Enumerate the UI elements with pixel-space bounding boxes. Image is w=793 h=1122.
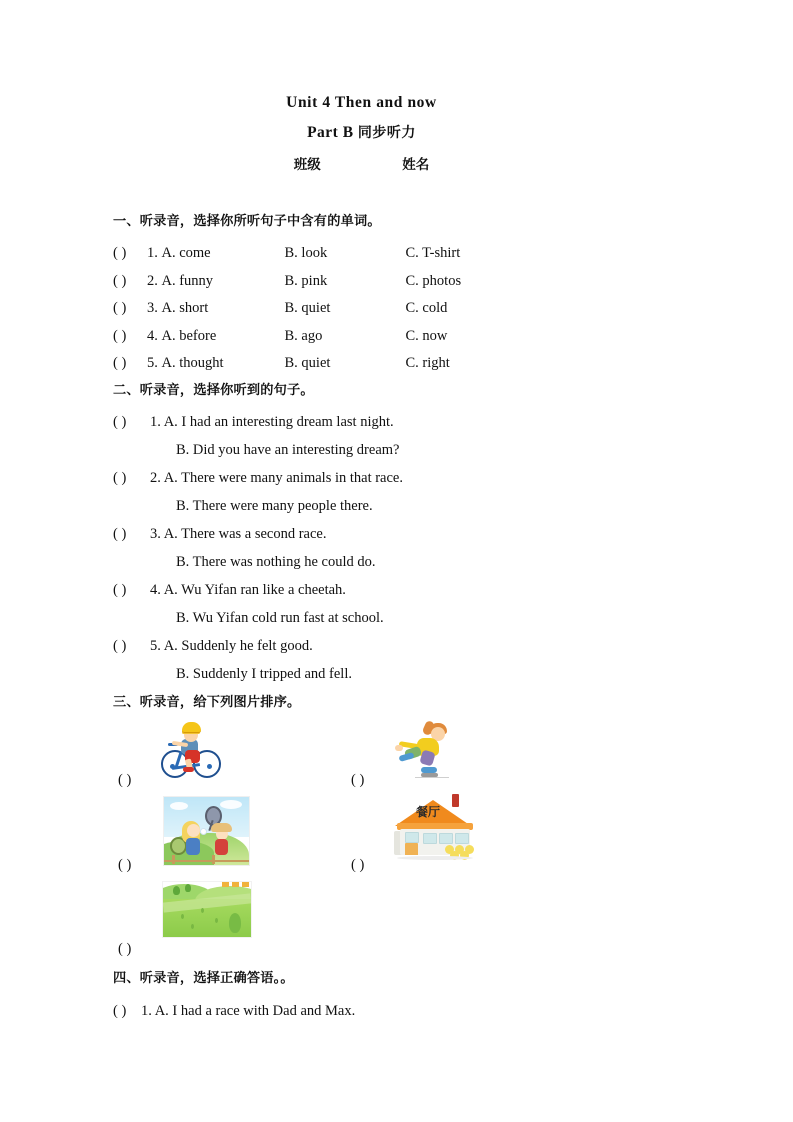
question-row [113,240,713,268]
bicycle-hub-right [207,764,212,769]
grass-tuft [201,908,204,913]
section-4 [113,970,713,1025]
skater-hand [395,745,403,751]
window-icon [455,833,469,844]
option-a[interactable]: A. come [161,245,211,261]
option-b-row [113,492,713,520]
bush-icon [229,913,241,933]
name-label: 姓名 [402,157,430,173]
tree-icon [185,884,191,892]
option-c[interactable]: C. right [405,355,450,371]
picture-answer-bracket[interactable]: ( ) [118,940,132,957]
answer-bracket[interactable]: ( ) [113,1002,127,1019]
page-subtitle-cn: 同步听力 [357,125,416,141]
section-3-heading: 三、听录音，给下列图片排序。 [113,694,301,710]
question-row [113,464,713,492]
picture-badminton [163,796,250,866]
roller-skate-back-icon [421,767,437,773]
picture-restaurant [389,790,481,862]
question-row [113,350,713,378]
page-title: Unit 4 Then and now [286,94,437,111]
building-shadow [397,856,473,860]
decoration-row [445,845,475,857]
option-a[interactable]: A. funny [161,272,214,289]
picture-answer-bracket[interactable]: ( ) [351,771,365,788]
question-row [113,323,713,351]
option-b[interactable]: B. pink [284,272,328,289]
question-number: 2. [147,272,158,289]
option-c[interactable]: C. photos [405,272,462,289]
bicycle-illustration [160,718,222,780]
cloud-icon [170,802,188,810]
question-row [113,295,713,323]
restaurant-illustration [389,790,481,862]
question-number: 4. [150,581,161,598]
picture-bicycle [160,718,222,780]
child-blonde-body [186,838,200,855]
fence-rail [164,860,249,862]
student-info-row [0,144,793,175]
option-a[interactable]: A. before [161,327,217,344]
option-a[interactable]: A. short [161,300,209,316]
option-b[interactable]: B. look [284,245,328,261]
question-number: 2. [150,469,161,486]
section-1-heading: 一、听录音，选择你所听句子中含有的单词。 [113,214,381,229]
option-a[interactable]: A. I had an interesting dream last night. [163,413,394,430]
answer-bracket[interactable]: ( ) [113,581,127,598]
answer-bracket[interactable]: ( ) [113,300,127,316]
question-number: 3. [150,525,161,542]
door-icon [405,843,418,855]
option-b-row [113,436,713,464]
answer-bracket[interactable]: ( ) [113,525,127,542]
option-a[interactable]: A. thought [161,355,224,371]
section-3 [113,694,713,966]
question-row [113,576,713,604]
picture-skater [391,718,453,780]
tree-icon [173,886,180,895]
option-b-row [113,604,713,632]
page-subtitle [0,114,793,144]
question-number: 5. [150,637,161,654]
ground-line [415,777,449,778]
option-b[interactable]: B. quiet [284,355,331,371]
answer-bracket[interactable]: ( ) [113,413,127,430]
option-a[interactable]: A. Wu Yifan ran like a cheetah. [163,581,346,598]
option-b[interactable]: B. There was nothing he could do. [176,553,376,570]
answer-bracket[interactable]: ( ) [113,245,127,261]
answer-bracket[interactable]: ( ) [113,637,127,654]
section-2-heading: 二、听录音，选择你听到的句子。 [113,382,314,398]
option-b[interactable]: B. Wu Yifan cold run fast at school. [176,609,384,626]
window-icon [439,833,453,844]
option-b[interactable]: B. There were many people there. [176,497,373,514]
badminton-illustration [163,796,250,866]
question-number: 3. [147,300,158,316]
option-b-row [113,660,713,688]
helmet-icon [182,722,201,733]
skater-illustration [391,718,453,780]
option-c[interactable]: C. now [405,327,448,344]
option-c[interactable]: C. T-shirt [405,245,461,261]
answer-bracket[interactable]: ( ) [113,355,127,371]
image-bottom-edge [163,937,251,938]
landscape-illustration [162,881,252,938]
roller-skate-front-icon [398,752,414,762]
option-b[interactable]: B. quiet [284,300,331,316]
picture-landscape [162,881,252,938]
option-b[interactable]: B. Did you have an interesting dream? [176,441,400,458]
question-row [113,997,713,1025]
grass-tuft [191,924,194,929]
question-number: 5. [147,355,158,371]
grass-tuft [181,914,184,919]
option-b[interactable]: B. ago [284,327,323,344]
worksheet-content [113,213,713,1029]
shuttlecock-icon [201,829,206,834]
page-subtitle-en: Part B [307,124,354,141]
cyclist-shoe [183,767,194,772]
option-a[interactable]: A. I had a race with Dad and Max. [154,1002,356,1019]
window-icon [405,832,419,843]
option-a[interactable]: A. Suddenly he felt good. [163,637,313,654]
class-label: 班级 [293,157,321,173]
picture-answer-bracket[interactable]: ( ) [118,771,132,788]
option-b[interactable]: B. Suddenly I tripped and fell. [176,665,352,682]
section-2 [113,382,713,688]
section-4-heading: 四、听录音，选择正确答语。。 [113,970,294,986]
question-number: 1. [150,413,161,430]
question-row [113,632,713,660]
option-b-row [113,548,713,576]
cloud-icon [220,800,242,809]
picture-answer-bracket[interactable]: ( ) [351,856,365,873]
question-row [113,520,713,548]
house-roof-icon [232,882,239,887]
picture-ordering-grid [113,716,533,966]
question-number: 4. [147,327,158,344]
option-a[interactable]: A. There was a second race. [163,525,327,542]
child-red-body [215,839,228,855]
answer-bracket[interactable]: ( ) [113,327,127,344]
answer-bracket[interactable]: ( ) [113,272,127,289]
picture-answer-bracket[interactable]: ( ) [118,856,132,873]
section-1 [113,213,713,378]
option-a[interactable]: A. There were many animals in that race. [163,469,403,486]
option-c[interactable]: C. cold [405,300,448,316]
house-roof-icon [242,882,249,887]
child-blonde-head [187,824,200,837]
question-number: 1. [147,245,158,261]
worksheet-header [0,92,793,175]
grass-tuft [215,918,218,923]
window-icon [423,833,437,844]
question-row [113,268,713,296]
question-row [113,408,713,436]
answer-bracket[interactable]: ( ) [113,469,127,486]
house-roof-icon [222,882,229,887]
question-number: 1. [141,1002,152,1019]
straw-hat-icon [211,823,232,832]
restaurant-sign-text: 餐厅 [415,804,440,819]
